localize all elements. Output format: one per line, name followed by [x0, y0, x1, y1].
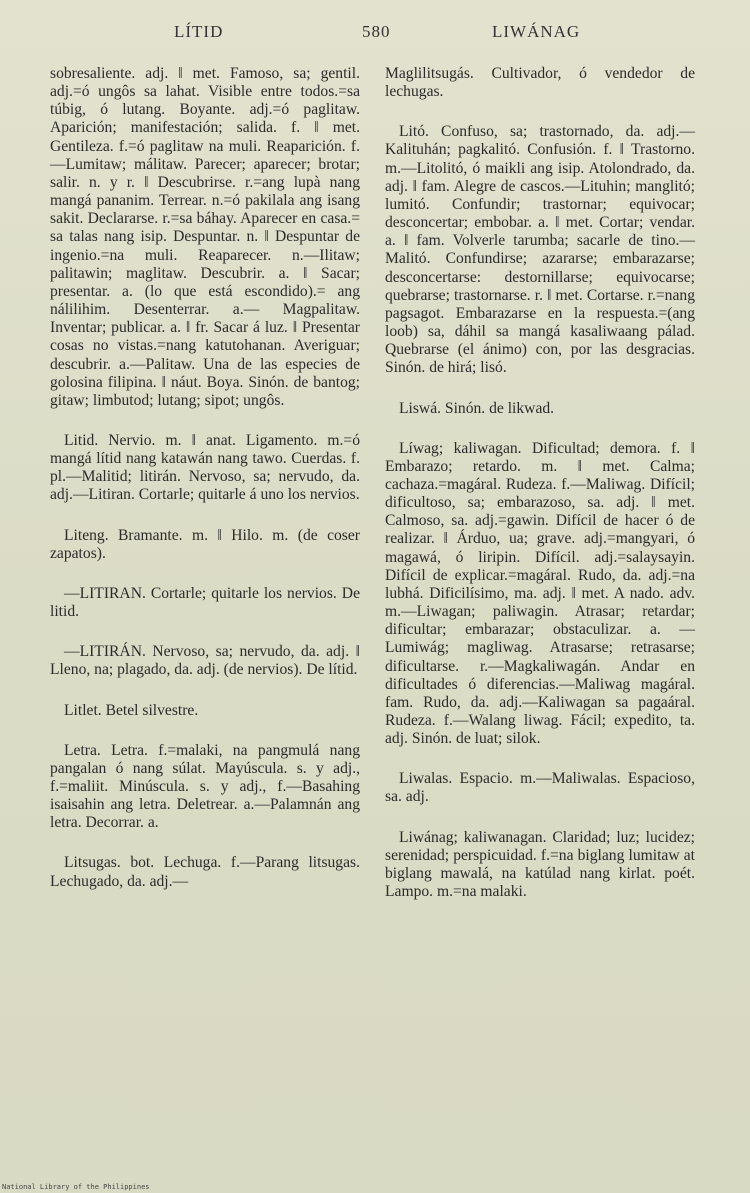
- entry-liswa: Liswá. Sinón. de likwad.: [399, 399, 555, 417]
- entry-liwag: Líwag; kaliwagan. Dificultad; demora. f. ‖ Embarazo; retardo. m. ‖ met. Calma; cachaza.=magáral. Rudeza. f.—Maliwag. Difícil; dificultoso, sa; embarazoso, sa. adj. ‖ met. Calmoso, sa. adj.=gawin. Difícil de hacer ó de realizar. ‖ Árduo, ua; grave. adj.=mangyari, ó magawá, ó liripin. Difícil. adj.=salaysayin. Difícil de explicar.=magáral. Rudo, da. adj.=na lubhá. Dificilísimo, ma. adj. ‖ met. A nado. adv. m.—Liwagan; paliwagin. Atrasar; retardar; dificultar; embarazar; obstaculizar. a. —Lumiwág; magliwag. Atrasarse; retrasarse; dificultarse. r.—Magkaliwagán. Andar en dificultades ó diferencias.—Maliwag magáral. fam. Rudo, da. adj.—Kaliwagan sa pagaáral. Rudeza. f.—Walang liwag. Fácil; expedito, ta. adj. Sinón. de luat; silok.: [385, 439, 695, 748]
- running-head-left: LÍTID: [174, 22, 224, 41]
- entry-litlet: Litlet. Betel silvestre.: [64, 701, 199, 719]
- entry-liwalas: Liwalas. Espacio. m.—Maliwalas. Espacioso, sa. adj.: [385, 770, 695, 806]
- entry-litsugas: Litsugas. bot. Lechuga. f.—Parang litsugas. Lechugado, da. adj.—: [50, 854, 360, 890]
- entry-lito: Litó. Confuso, sa; trastornado, da. adj.—Kalituhán; pagkalitó. Confusión. f. ‖ Trastorno. m.—Litolitó, ó maikli ang isip. Atolondrado, da. adj. ‖ fam. Alegre de cascos.—Lituhin; manglitó; lumitó. Confundir; trastornar; equivocar; desconcertar; embobar. a. ‖ met. Cortar; vendar. a. ‖ fam. Volverle tarumba; sacarle de tino.—Malitó. Confundirse; azararse; embarazarse; desconcertarse: destornillarse; equivocarse; quebrarse; trastornarse. r. ‖ met. Cortarse. r.=nang pagsagot. Embarazarse en la respuesta.=(ang loob) sa, dáhil sa mangá kasaliwaang pálad. Quebrarse (el ánimo) con, por las desgracias. Sinón. de hirá; lisó.: [385, 123, 695, 377]
- entry-letra: Letra. Letra. f.=malaki, na pangmulá nang pangalan ó nang súlat. Mayúscula. s. y adj., f.=maliit. Minúscula. s. y adj., f.—Basahing isaisahin ang letra. Deletrear. a.—Palamnán ang letra. Decorrar. a.: [50, 741, 360, 832]
- entry-continuation: sobresaliente. adj. ‖ met. Famoso, sa; gentil. adj.=ó ungôs sa lahat. Visible entre todos.=sa túbig, ó lutang. Boyante. adj.=ó paglitaw. Aparición; manifestación; salida. f. ‖ met. Gentileza. f.=ó paglitaw na muli. Reaparición. f.—Lumitaw; málitaw. Parecer; aparecer; brotar; salir. n. y r. ‖ Descubrirse. r.=ang lupà nang mangá pananim. Terrear. n.=ó pakilala ang isang sakit. Declararse. r.=sa báhay. Aparecer en casa.= sa talas nang isip. Despuntar. n. ‖ Despuntar de ingenio.=na muli. Reaparecer. n.—Ilitaw; palitawin; maglitaw. Descubrir. a. ‖ Sacar; presentar. a. (lo que está escondido).= ang nálilihim. Desenterrar. a.— Magpalitaw. Inventar; publicar. a. ‖ fr. Sacar á luz. ‖ Presentar cosas no vistas.=nang katutohanan. Averiguar; descubrir. a.—Palitaw. Una de las especies de golosina filipina. ‖ náut. Boya. Sinón. de bantog; gitaw; limbutod; lutang; sipot; ungôs.: [50, 65, 360, 409]
- entry-litid: Litid. Nervio. m. ‖ anat. Ligamento. m.=ó mangá lítid nang katawán nang tawo. Cuerdas. f. pl.—Malitid; litirán. Nervoso, sa; nervudo, da. adj.—Litiran. Cortarle; quitarle á uno los nervios.: [50, 431, 360, 504]
- running-head-right: LIWÁNAG: [492, 22, 581, 41]
- entry-liteng: Liteng. Bramante. m. ‖ Hilo. m. (de coser zapatos).: [50, 526, 360, 562]
- entry-litiran-adj: —LITIRÁN. Nervoso, sa; nervudo, da. adj. ‖ Lleno, na; plagado, da. adj. (de nervios). De lítid.: [50, 643, 360, 679]
- entry-litiran: —LITIRAN. Cortarle; quitarle los nervios. De litid.: [50, 584, 360, 621]
- page-number: 580: [362, 22, 391, 41]
- left-column: [50, 65, 360, 913]
- entry-maglilitsugas: Maglilitsugás. Cultivador, ó vendedor de lechugas.: [385, 65, 695, 101]
- entry-liwanag: Liwánag; kaliwanagan. Claridad; luz; lucidez; serenidad; perspicuidad. f.=na biglang lumitaw at biglang mawalá, na katúlad nang kirlat. poét. Lampo. m.=na malaki.: [385, 828, 695, 901]
- right-column: [385, 65, 695, 923]
- library-footer: National Library of the Philippines: [2, 1183, 150, 1191]
